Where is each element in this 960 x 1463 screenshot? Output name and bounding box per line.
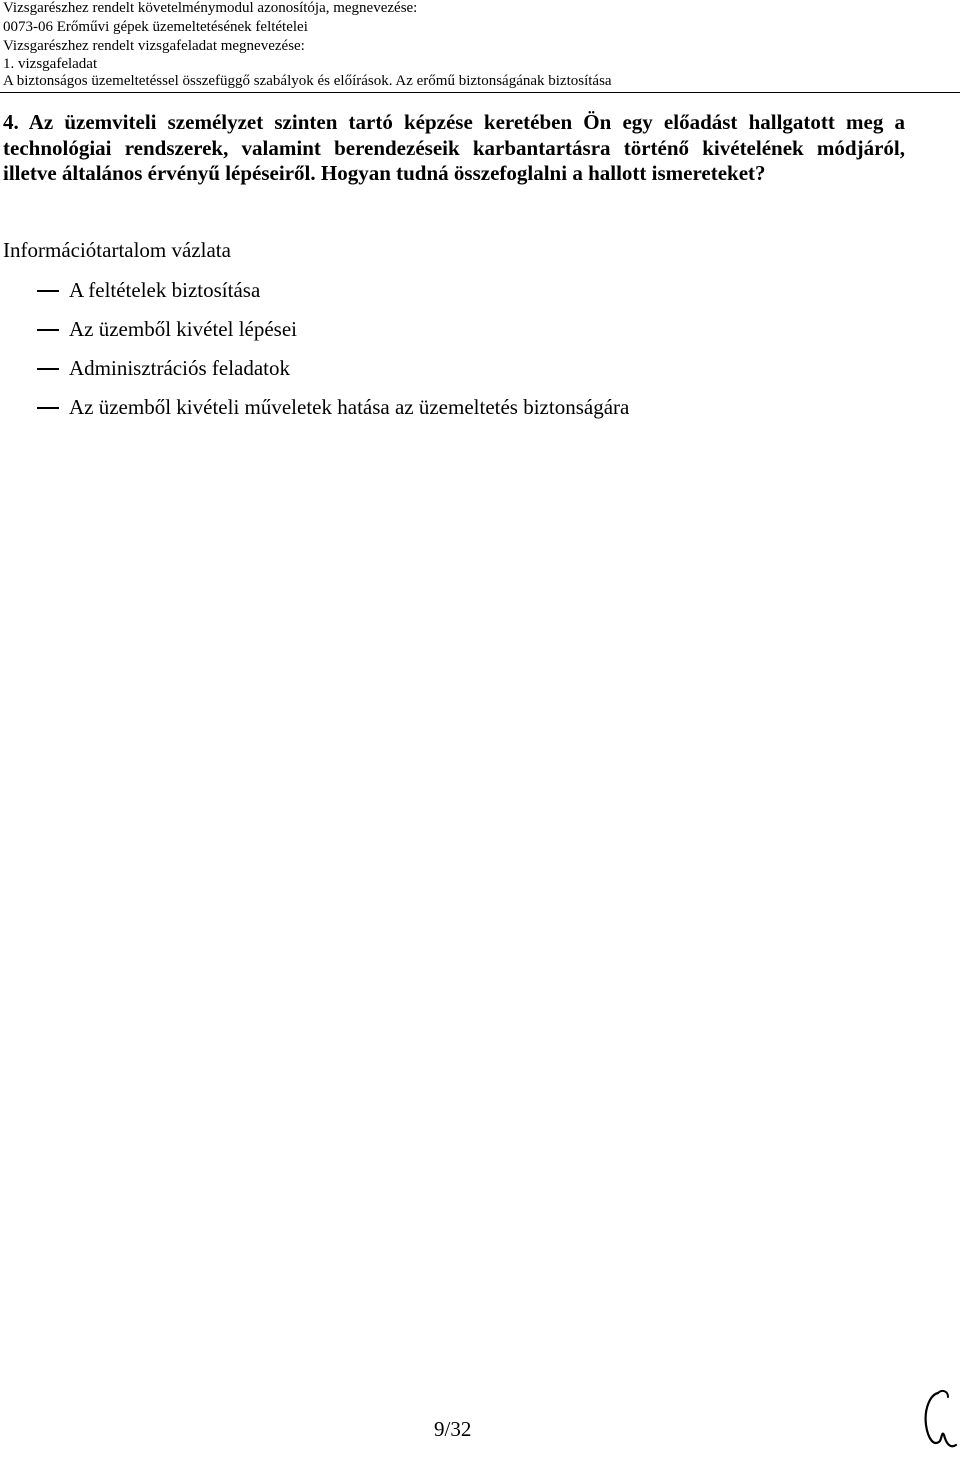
list-item-text: Adminisztrációs feladatok	[69, 356, 291, 380]
page-number: 9/32	[434, 1417, 472, 1441]
task-name: A biztonságos üzemeltetéssel összefüggő szabályok és előírások. Az erőmű biztonságának biztosítása	[3, 73, 612, 89]
dash-bullet-icon	[37, 407, 59, 409]
task-label: Vizsgarészhez rendelt vizsgafeladat megnevezése:	[3, 38, 305, 54]
module-name: 0073-06 Erőművi gépek üzemeltetésének feltételei	[3, 19, 308, 35]
dash-bullet-icon	[37, 290, 59, 292]
dash-bullet-icon	[37, 329, 59, 331]
header-divider	[0, 92, 960, 93]
list-item-text: Az üzemből kivétel lépései	[69, 317, 297, 341]
list-item-text: Az üzemből kivételi műveletek hatása az üzemeltetés biztonságára	[69, 395, 630, 419]
outline-title: Információtartalom vázlata	[3, 238, 231, 262]
dash-bullet-icon	[37, 368, 59, 370]
list-item-text: A feltételek biztosítása	[69, 278, 261, 302]
module-id-label: Vizsgarészhez rendelt követelménymodul azonosítója, megnevezése:	[3, 0, 418, 16]
task-number: 1. vizsgafeladat	[3, 56, 98, 72]
question-text: 4. Az üzemviteli személyzet szinten tartó képzése keretében Ön egy előadást hallgatott meg a technológiai rendszerek, valamint berendezéseik karbantartásra történő kivételének módjáról, illetve általános érvényű lépéseiről. Hogyan tudná összefoglalni a hallott ismereteket?	[3, 110, 905, 185]
signature-icon	[918, 1385, 958, 1455]
